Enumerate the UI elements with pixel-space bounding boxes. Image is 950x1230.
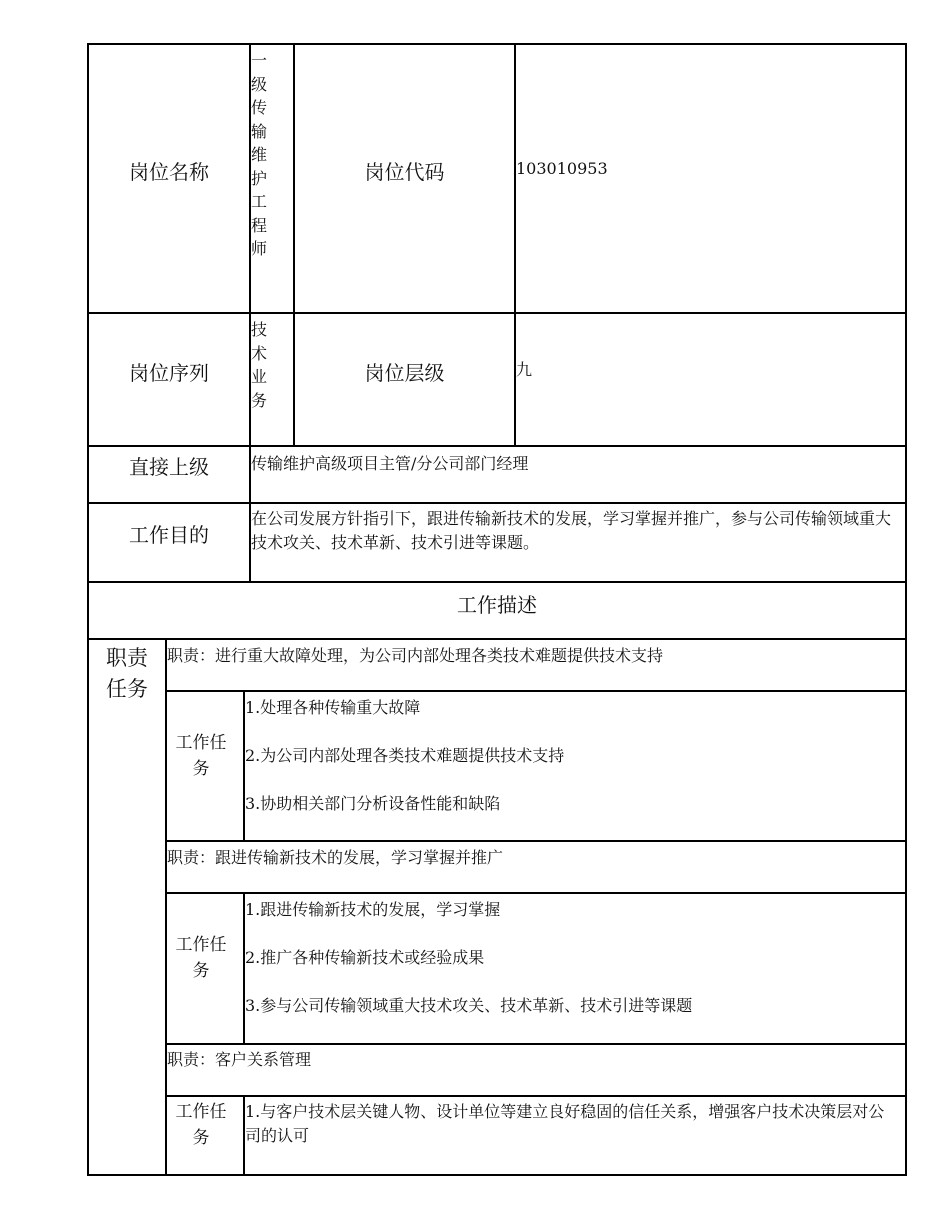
row-divider — [87, 502, 907, 504]
task-label: 工作任务 — [175, 935, 227, 981]
row-divider — [165, 690, 907, 692]
row-divider — [165, 892, 907, 894]
row-divider — [165, 1095, 907, 1097]
post-code-value: 103010953 — [516, 159, 608, 178]
post-name-value: 一级传输维护工程师 — [251, 51, 268, 258]
row-divider — [87, 581, 907, 583]
table-border-bottom — [87, 1174, 907, 1176]
post-name-label: 岗位名称 — [129, 160, 209, 184]
task-item: 2.为公司内部处理各类技术难题提供技术支持 — [245, 746, 565, 765]
post-level-label: 岗位层级 — [364, 361, 445, 385]
task-item: 3.参与公司传输领域重大技术攻关、技术革新、技术引进等课题 — [245, 996, 693, 1015]
duty-title: 职责：进行重大故障处理，为公司内部处理各类技术难题提供技术支持 — [167, 646, 664, 665]
duties-label: 职责任务 — [106, 646, 148, 701]
column-divider — [165, 638, 167, 1176]
task-item: 3.协助相关部门分析设备性能和缺陷 — [245, 794, 501, 813]
post-sequence-label: 岗位序列 — [129, 361, 209, 385]
description-header: 工作描述 — [457, 593, 537, 617]
duty-title: 职责：跟进传输新技术的发展，学习掌握并推广 — [167, 848, 504, 867]
row-divider — [87, 445, 907, 447]
post-level-value: 九 — [516, 360, 533, 379]
column-divider — [514, 43, 516, 447]
post-sequence-value: 技术业务 — [251, 320, 268, 410]
duty-title: 职责：客户关系管理 — [167, 1050, 312, 1069]
table-border-right — [905, 43, 907, 1176]
task-item: 2.推广各种传输新技术或经验成果 — [245, 948, 485, 967]
task-item: 1.处理各种传输重大故障 — [245, 698, 421, 717]
superior-value: 传输维护高级项目主管/分公司部门经理 — [251, 454, 529, 473]
purpose-label: 工作目的 — [129, 523, 209, 547]
superior-label: 直接上级 — [129, 455, 209, 479]
task-item: 1.与客户技术层关键人物、设计单位等建立良好稳固的信任关系，增强客户技术决策层对公司的认可 — [245, 1102, 885, 1145]
task-item: 1.跟进传输新技术的发展，学习掌握 — [245, 900, 501, 919]
row-divider — [165, 1043, 907, 1045]
column-divider — [293, 43, 295, 447]
task-label: 工作任务 — [175, 733, 227, 779]
table-border-top — [87, 43, 907, 45]
row-divider — [165, 840, 907, 842]
row-divider — [87, 312, 907, 314]
row-divider — [87, 638, 907, 640]
purpose-value: 在公司发展方针指引下，跟进传输新技术的发展，学习掌握并推广，参与公司传输领域重大技术攻关、技术革新、技术引进等课题。 — [251, 509, 892, 552]
post-code-label: 岗位代码 — [364, 160, 445, 184]
task-label: 工作任务 — [175, 1102, 227, 1148]
